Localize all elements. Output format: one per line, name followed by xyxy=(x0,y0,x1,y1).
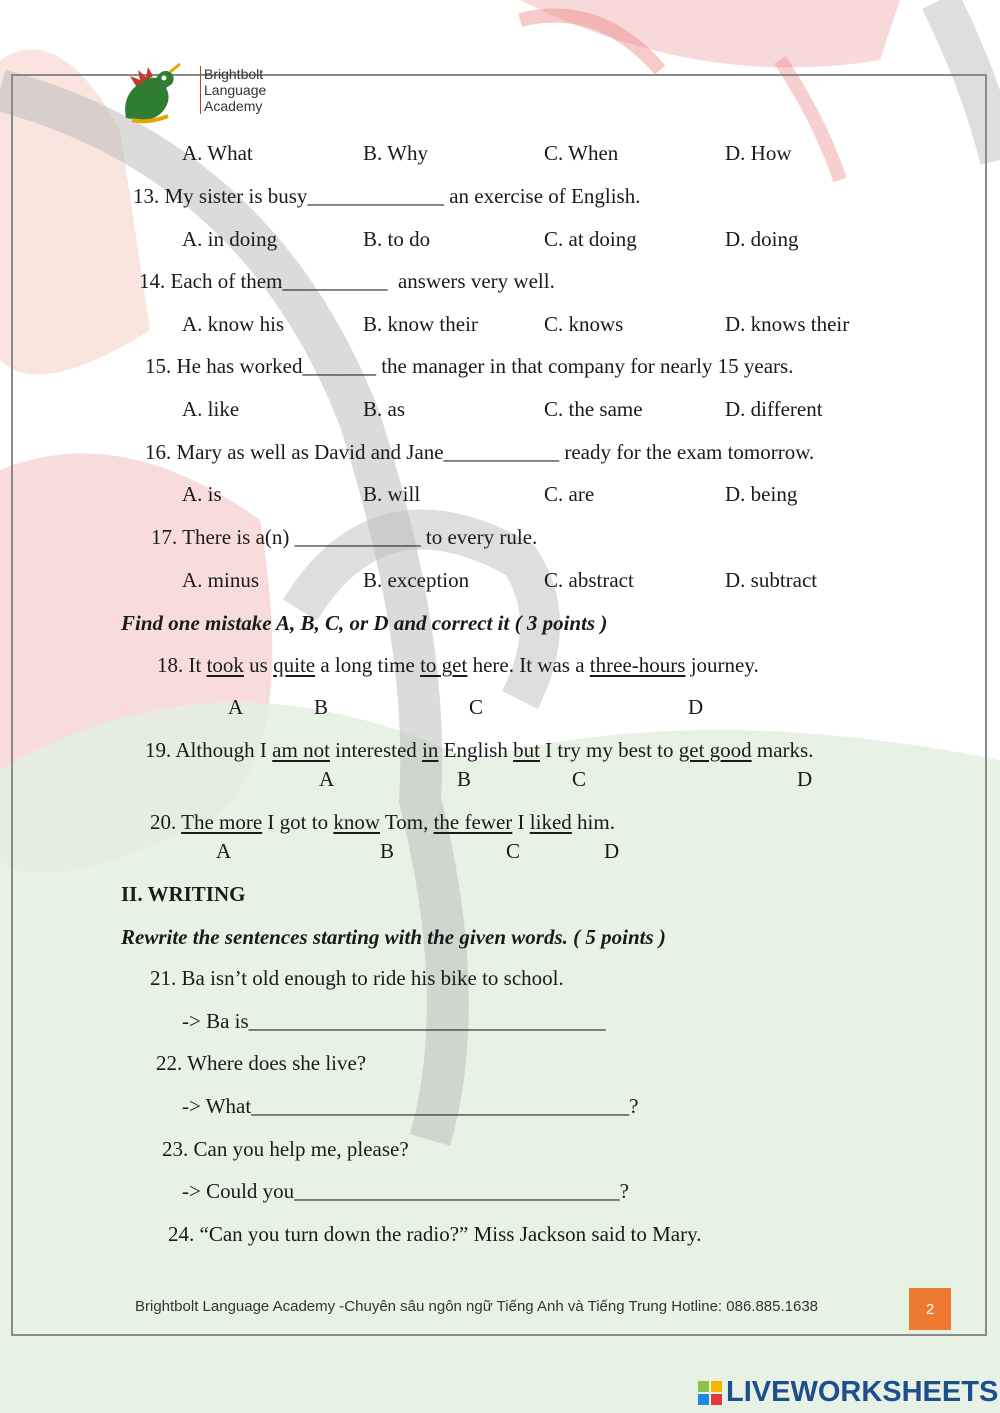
q19-underline-c: but xyxy=(513,738,540,762)
q15-stem xyxy=(145,353,793,379)
q12-option-d: D. How xyxy=(725,141,792,165)
q17-option-a: A. minus xyxy=(182,568,260,592)
q14-stem xyxy=(139,268,555,294)
q19-letter-d: D xyxy=(797,767,813,791)
q20-underline-c: the fewer xyxy=(433,810,513,834)
logo-text xyxy=(200,66,266,114)
footer-text: Brightbolt Language Academy -Chuyên sâu ngôn ngữ Tiếng Anh và Tiếng Trung Hotline: 086.885.1638 xyxy=(135,1298,819,1315)
logo-line-2: Language xyxy=(200,82,266,98)
mistakes-heading: Find one mistake A, B, C, or D and correct it ( 3 points ) xyxy=(121,611,608,635)
q13-option-c: C. at doing xyxy=(544,227,637,251)
q13-option-b: B. to do xyxy=(363,227,431,251)
q20-underline-b: know xyxy=(333,810,381,834)
q16-option-d: D. being xyxy=(725,482,798,506)
q15-blank: _______ xyxy=(302,354,376,378)
q17-stem xyxy=(151,524,537,550)
q20-letter-d: D xyxy=(604,839,620,863)
page-number: 2 xyxy=(909,1288,951,1330)
q17-stem-after: to every rule. xyxy=(420,525,538,549)
q19-seg: English xyxy=(438,738,514,762)
q20-underline-d: liked xyxy=(529,810,572,834)
q23-answer-line[interactable]: -> Could you_______________________________? xyxy=(182,1179,629,1203)
q16-option-a: A. is xyxy=(182,482,222,506)
q16-stem-after: ready for the exam tomorrow. xyxy=(559,440,815,464)
q18-seg: us xyxy=(243,653,274,677)
q18-underline-d: three-hours xyxy=(589,653,686,677)
logo-line-3: Academy xyxy=(200,98,266,114)
q19-sentence xyxy=(145,737,813,763)
q20-letter-c: C xyxy=(506,839,521,863)
q14-stem-after: answers very well. xyxy=(387,269,555,293)
q19-underline-a: am not xyxy=(272,738,330,762)
q18-letter-c: C xyxy=(469,695,484,719)
q19-letter-b: B xyxy=(457,767,472,791)
q14-option-d: D. knows their xyxy=(725,312,850,336)
q17-number: 17. xyxy=(151,525,178,549)
q19-underline-b: in xyxy=(422,738,439,762)
q16-number: 16. xyxy=(145,440,172,464)
liveworksheets-logo-icon xyxy=(698,1381,722,1405)
q17-option-d: D. subtract xyxy=(725,568,818,592)
q13-stem xyxy=(133,183,640,209)
q18-seg: journey. xyxy=(685,653,759,677)
q13-option-a: A. in doing xyxy=(182,227,278,251)
q14-number: 14. xyxy=(139,269,166,293)
q15-stem-after: the manager in that company for nearly 15 years. xyxy=(375,354,794,378)
q14-option-c: C. knows xyxy=(544,312,624,336)
q24-prompt: 24. “Can you turn down the radio?” Miss Jackson said to Mary. xyxy=(168,1222,702,1246)
q19-seg: 19. Although I xyxy=(145,738,273,762)
q16-stem-before: Mary as well as David and Jane xyxy=(176,440,444,464)
q16-stem xyxy=(145,439,814,465)
q18-underline-a: took xyxy=(206,653,244,677)
q13-number: 13. xyxy=(133,184,160,208)
q17-blank: ____________ xyxy=(294,525,421,549)
q22-prompt: 22. Where does she live? xyxy=(156,1051,367,1075)
q15-option-a: A. like xyxy=(182,397,240,421)
page-frame xyxy=(11,74,987,1336)
q23-prompt: 23. Can you help me, please? xyxy=(162,1137,409,1161)
q22-answer-line[interactable]: -> What____________________________________? xyxy=(182,1094,639,1118)
q20-seg: I got to xyxy=(262,810,334,834)
q16-blank: ___________ xyxy=(443,440,560,464)
q13-stem-before: My sister is busy xyxy=(164,184,308,208)
q15-stem-before: He has worked xyxy=(176,354,303,378)
q20-sentence xyxy=(150,809,615,835)
q16-option-c: C. are xyxy=(544,482,595,506)
q12-option-b: B. Why xyxy=(363,141,428,165)
q19-letter-c: C xyxy=(572,767,587,791)
q13-option-d: D. doing xyxy=(725,227,799,251)
q19-seg: interested xyxy=(329,738,423,762)
q19-seg: I try my best to xyxy=(539,738,679,762)
q18-letter-b: B xyxy=(314,695,329,719)
q15-option-d: D. different xyxy=(725,397,823,421)
q19-letter-a: A xyxy=(319,767,335,791)
q15-number: 15. xyxy=(145,354,172,378)
q18-letter-a: A xyxy=(228,695,244,719)
q19-underline-d: get good xyxy=(678,738,752,762)
q20-letter-a: A xyxy=(216,839,232,863)
q14-blank: __________ xyxy=(282,269,388,293)
q15-option-c: C. the same xyxy=(544,397,643,421)
q21-prompt: 21. Ba isn’t old enough to ride his bike to school. xyxy=(150,966,564,990)
q17-option-c: C. abstract xyxy=(544,568,634,592)
q14-option-a: A. know his xyxy=(182,312,285,336)
q20-letter-b: B xyxy=(380,839,395,863)
q15-option-b: B. as xyxy=(363,397,405,421)
q19-seg: marks. xyxy=(751,738,814,762)
q18-sentence xyxy=(157,652,759,678)
q21-answer-line[interactable]: -> Ba is__________________________________ xyxy=(182,1009,606,1033)
q20-seg: 20. xyxy=(150,810,182,834)
q20-seg: I xyxy=(512,810,530,834)
q20-seg: Tom, xyxy=(380,810,434,834)
q18-underline-b: quite xyxy=(273,653,316,677)
q12-option-a: A. What xyxy=(182,141,253,165)
q16-option-b: B. will xyxy=(363,482,421,506)
q13-stem-after: an exercise of English. xyxy=(443,184,641,208)
q18-underline-c: to get xyxy=(420,653,468,677)
q17-option-b: B. exception xyxy=(363,568,470,592)
academy-logo xyxy=(118,58,278,128)
q14-stem-before: Each of them xyxy=(170,269,283,293)
q18-seg: a long time xyxy=(315,653,421,677)
writing-heading: II. WRITING xyxy=(121,882,246,906)
q20-underline-a: The more xyxy=(181,810,263,834)
rewrite-heading: Rewrite the sentences starting with the given words. ( 5 points ) xyxy=(121,925,666,949)
q18-seg: 18. It xyxy=(157,653,207,677)
liveworksheets-watermark: LIVEWORKSHEETS xyxy=(726,1376,999,1408)
logo-line-1: Brightbolt xyxy=(200,66,266,82)
q17-stem-before: There is a(n) xyxy=(182,525,295,549)
q13-blank: _____________ xyxy=(307,184,444,208)
dragon-logo-icon xyxy=(118,58,188,128)
q12-option-c: C. When xyxy=(544,141,619,165)
q18-letter-d: D xyxy=(688,695,704,719)
q14-option-b: B. know their xyxy=(363,312,478,336)
q18-seg: here. It was a xyxy=(467,653,590,677)
q20-seg: him. xyxy=(571,810,615,834)
